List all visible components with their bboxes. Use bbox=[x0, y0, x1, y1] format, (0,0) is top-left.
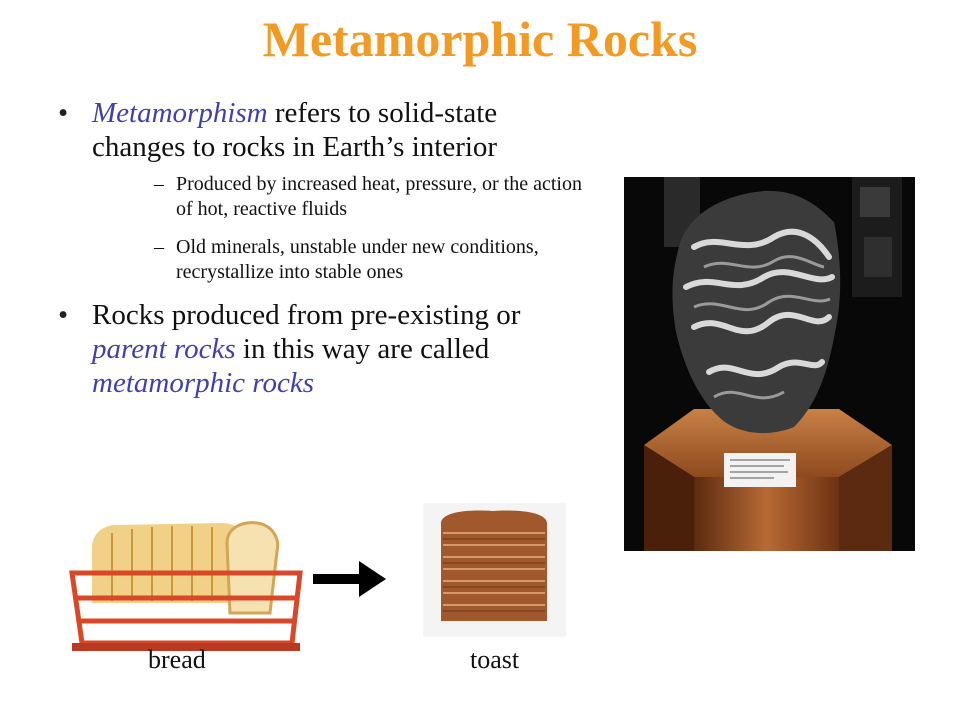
term-parent-rocks: parent rocks bbox=[92, 333, 236, 365]
sub-list bbox=[92, 172, 582, 285]
toast-photo bbox=[423, 503, 566, 637]
bullet-item bbox=[52, 96, 582, 285]
term-metamorphism: Metamorphism bbox=[92, 97, 268, 129]
bullet-item bbox=[52, 298, 582, 400]
sub-text: Produced by increased heat, pressure, or the action of hot, reactive fluids bbox=[176, 173, 582, 220]
toast-caption: toast bbox=[470, 645, 520, 674]
bullet-glyph: • bbox=[58, 97, 69, 129]
sub-glyph: – bbox=[154, 236, 164, 258]
bread-caption: bread bbox=[148, 645, 206, 674]
sub-item bbox=[92, 235, 582, 285]
bullet-text: in this way are called bbox=[235, 333, 490, 365]
slide-title: Metamorphic Rocks bbox=[262, 11, 698, 67]
right-arrow-icon bbox=[313, 561, 386, 597]
bullet-glyph: • bbox=[58, 299, 69, 331]
bullet-text: Rocks produced from pre-existing or bbox=[92, 299, 521, 331]
sub-text: Old minerals, unstable under new conditions, recrystallize into stable ones bbox=[176, 236, 539, 283]
bread-photo bbox=[62, 493, 310, 669]
bullet-text: refers to solid-state changes to rocks in Earth’s interior bbox=[92, 97, 498, 163]
sub-item bbox=[92, 172, 582, 222]
sub-glyph: – bbox=[154, 173, 164, 195]
bullet-list bbox=[52, 96, 582, 410]
rock-photo bbox=[624, 177, 915, 551]
term-metamorphic-rocks: metamorphic rocks bbox=[92, 367, 315, 399]
